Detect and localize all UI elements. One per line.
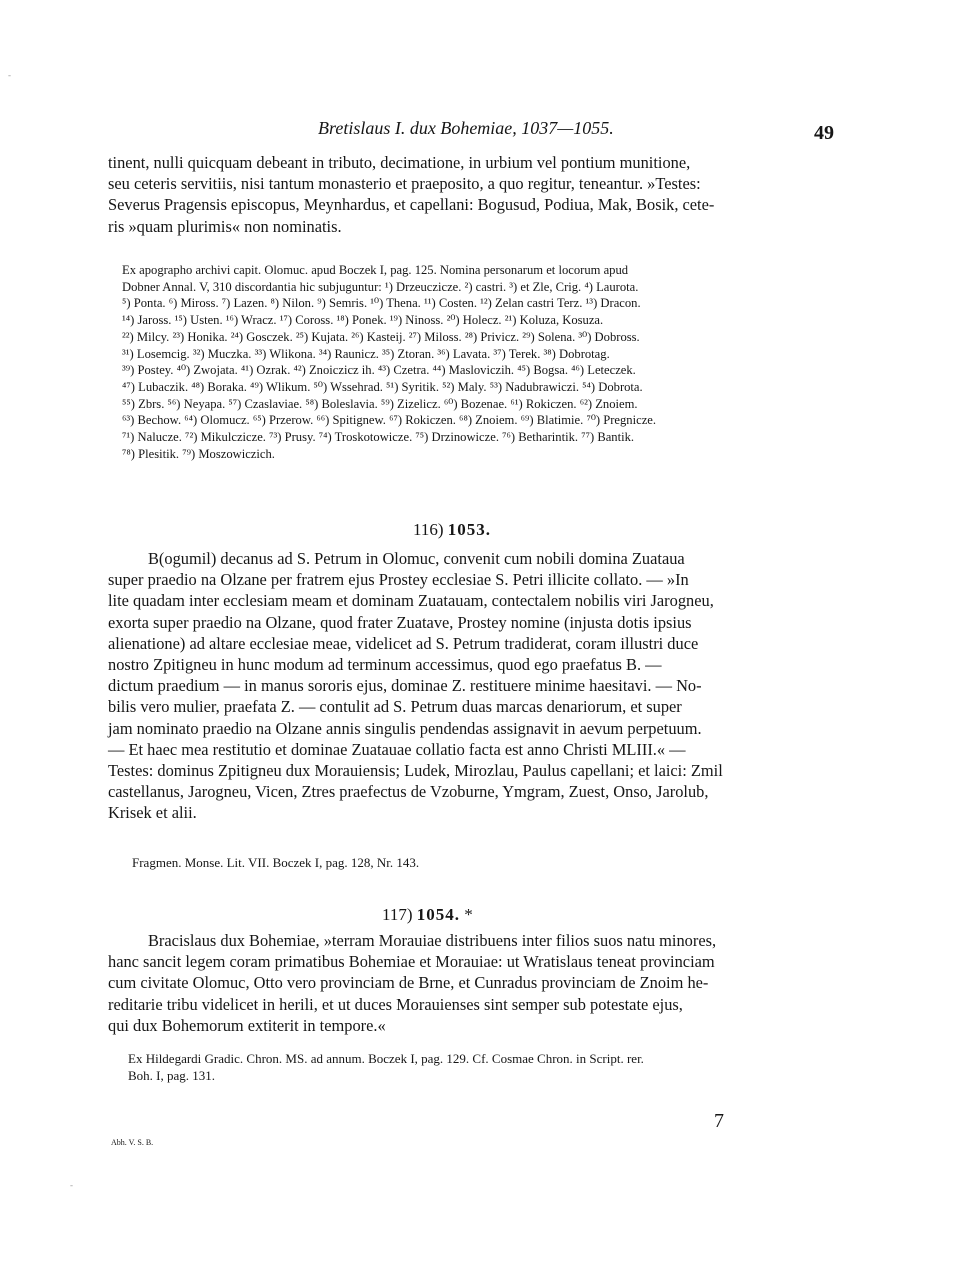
document-number: 117) xyxy=(382,905,413,924)
text-line: castellanus, Jarogneu, Vicen, Ztres praefectus de Vzoburne, Ymgram, Zuest, Onso, Jarolub, xyxy=(108,782,709,802)
document-117-text xyxy=(108,930,716,1036)
text-line: bilis vero mulier, praefata Z. — contulit ad S. Petrum duas marcas denariorum, et super xyxy=(108,697,682,717)
note-line: ⁷¹) Nalucze. ⁷²) Mikulczicze. ⁷³) Prusy. ⁷⁴) Troskotowicze. ⁷⁵) Drzinowicze. ⁷⁶) Betharintik. ⁷⁷) Bantik. xyxy=(122,430,635,445)
note-line: ¹⁴) Jaross. ¹⁵) Usten. ¹⁶) Wracz. ¹⁷) Coross. ¹⁸) Ponek. ¹⁹) Ninoss. ²⁰) Holecz. ²¹) Koluza, Kosuza. xyxy=(122,313,604,328)
document-year: 1053. xyxy=(447,520,492,539)
text-line: super praedio na Olzane per fratrem ejus Prostey ecclesiae S. Petri illicite collato. — »In xyxy=(108,570,689,590)
text-line: reditarie tribu videlicet in herili, et ut duces Morauienses sint semper sub potestate ejus, xyxy=(108,994,683,1014)
text-line: exorta super praedio na Olzane, quod frater Zuatave, Prostey nomine (injusta dotis ipsius xyxy=(108,612,692,632)
note-line: Ex apographo archivi capit. Olomuc. apud Boczek I, pag. 125. Nomina personarum et locorum apud xyxy=(122,263,629,277)
note-line: ⁶³) Bechow. ⁶⁴) Olomucz. ⁶⁵) Przerow. ⁶⁶) Spitignew. ⁶⁷) Rokiczen. ⁶⁸) Znoiem. ⁶⁹) Blatimie. ⁷⁰) Pregnicze. xyxy=(122,413,657,428)
text-line: seu ceteris servitiis, nisi tantum monasterio et praeposito, a quo regitur, teneantur. »Testes: xyxy=(108,174,701,194)
text-line: lite quadam inter ecclesiam meam et dominam Zuatauam, contectalem nobilis viri Jarogneu, xyxy=(108,591,714,611)
document-heading-117 xyxy=(382,905,473,925)
sheet-signature: Abh. V. S. B. xyxy=(111,1138,154,1147)
note-line: ⁵⁵) Zbrs. ⁵⁶) Neyapa. ⁵⁷) Czaslaviae. ⁵⁸) Boleslavia. ⁵⁹) Zizelicz. ⁶⁰) Bozenae. ⁶¹) Rokiczen. ⁶²) Znoiem. xyxy=(122,396,638,411)
text-line: — Et haec mea restitutio et dominae Zuatauae collatio facta est anno Christi MLIII.« — xyxy=(108,739,686,759)
sheet-number: 7 xyxy=(714,1110,724,1132)
text-line: qui dux Bohemorum extiterit in tempore.« xyxy=(108,1015,386,1035)
text-line: Krisek et alii. xyxy=(108,803,197,823)
note-line: ²²) Milcy. ²³) Honika. ²⁴) Gosczek. ²⁵) Kujata. ²⁶) Kasteij. ²⁷) Miloss. ²⁸) Privicz. ²⁹) Solena. ³⁰) Dobross. xyxy=(122,329,640,344)
page-number: 49 xyxy=(814,122,834,144)
note-line: ³⁹) Postey. ⁴⁰) Zwojata. ⁴¹) Ozrak. ⁴²) Znoiczicz ih. ⁴³) Czetra. ⁴⁴) Masloviczih. ⁴⁵) Bogsa. ⁴⁶) Leteczek. xyxy=(122,363,636,378)
scan-speck: - xyxy=(70,1180,73,1190)
note-line: ⁵) Ponta. ⁶) Miross. ⁷) Lazen. ⁸) Nilon. ⁹) Semris. ¹⁰) Thena. ¹¹) Costen. ¹²) Zelan castri Terz. ¹³) Dracon. xyxy=(122,296,641,311)
document-marker: * xyxy=(464,905,473,924)
intro-paragraph xyxy=(108,152,714,237)
intro-footnote xyxy=(122,262,656,462)
text-line: nostro Zpitigneu in hunc modum ad terminum accessimus, quod ego praefatus B. — xyxy=(108,655,662,675)
note-line: Dobner Annal. V, 310 discordantia hic subjuguntur: ¹) Drzeuczicze. ²) castri. ³) et Zle, Crig. ⁴) Laurota. xyxy=(122,279,639,294)
note-line: Ex Hildegardi Gradic. Chron. MS. ad annum. Boczek I, pag. 129. Cf. Cosmae Chron. in Script. rer. xyxy=(128,1051,644,1066)
running-head: Bretislaus I. dux Bohemiae, 1037—1055. xyxy=(318,118,614,138)
document-117-source xyxy=(128,1050,644,1084)
text-line: Severus Pragensis episcopus, Meynhardus, et capellani: Bogusud, Podiua, Mak, Bosik, cete- xyxy=(108,195,715,215)
document-number: 116) xyxy=(413,520,444,539)
text-line: alienatione) ad altare ecclesiae meae, videlicet ad S. Petrum tradiderat, coram illustri duce xyxy=(108,633,699,653)
note-line: ⁴⁷) Lubaczik. ⁴⁸) Boraka. ⁴⁹) Wlikum. ⁵⁰) Wssehrad. ⁵¹) Syritik. ⁵²) Maly. ⁵³) Nadubrawiczi. ⁵⁴) Dobrota. xyxy=(122,379,643,394)
text-line: cum civitate Olomuc, Otto vero provinciam de Brne, et Cunradus provinciam de Znoim he- xyxy=(108,973,709,993)
scan-speck: - xyxy=(8,70,11,80)
note-line: ³¹) Losemcig. ³²) Muczka. ³³) Wlikona. ³⁴) Raunicz. ³⁵) Ztoran. ³⁶) Lavata. ³⁷) Terek. ³⁸) Dobrotag. xyxy=(122,346,610,361)
document-116-source: Fragmen. Monse. Lit. VII. Boczek I, pag. 128, Nr. 143. xyxy=(132,855,420,870)
text-line: jam nominato praedio na Olzane annis singulis pendendas assignavit in aevum perpetuum. xyxy=(108,718,702,738)
text-line: tinent, nulli quicquam debeant in tributo, decimatione, in urbium vel pontium munitione, xyxy=(108,153,691,172)
note-line: Boh. I, pag. 131. xyxy=(128,1068,216,1083)
text-line: B(ogumil) decanus ad S. Petrum in Olomuc, convenit cum nobili domina Zuataua xyxy=(148,549,685,568)
text-line: hanc sancit legem coram primatibus Bohemiae et Morauiae: ut Wratislaus teneat provinciam xyxy=(108,952,715,972)
document-heading-116 xyxy=(413,520,491,540)
document-year: 1054. xyxy=(416,905,461,924)
document-116-text xyxy=(108,548,723,824)
text-line: ris »quam plurimis« non nominatis. xyxy=(108,216,342,236)
text-line: Testes: dominus Zpitigneu dux Morauiensis; Ludek, Mirozlau, Paulus capellani; et laici: Zmil xyxy=(108,761,723,781)
note-line: ⁷⁸) Plesitik. ⁷⁹) Moszowiczich. xyxy=(122,446,275,461)
text-line: Bracislaus dux Bohemiae, »terram Morauiae distribuens inter filios suos natu minores, xyxy=(148,931,717,950)
text-line: dictum praedium — in manus sororis ejus, dominae Z. restituere minime haesitavi. — No- xyxy=(108,676,702,696)
